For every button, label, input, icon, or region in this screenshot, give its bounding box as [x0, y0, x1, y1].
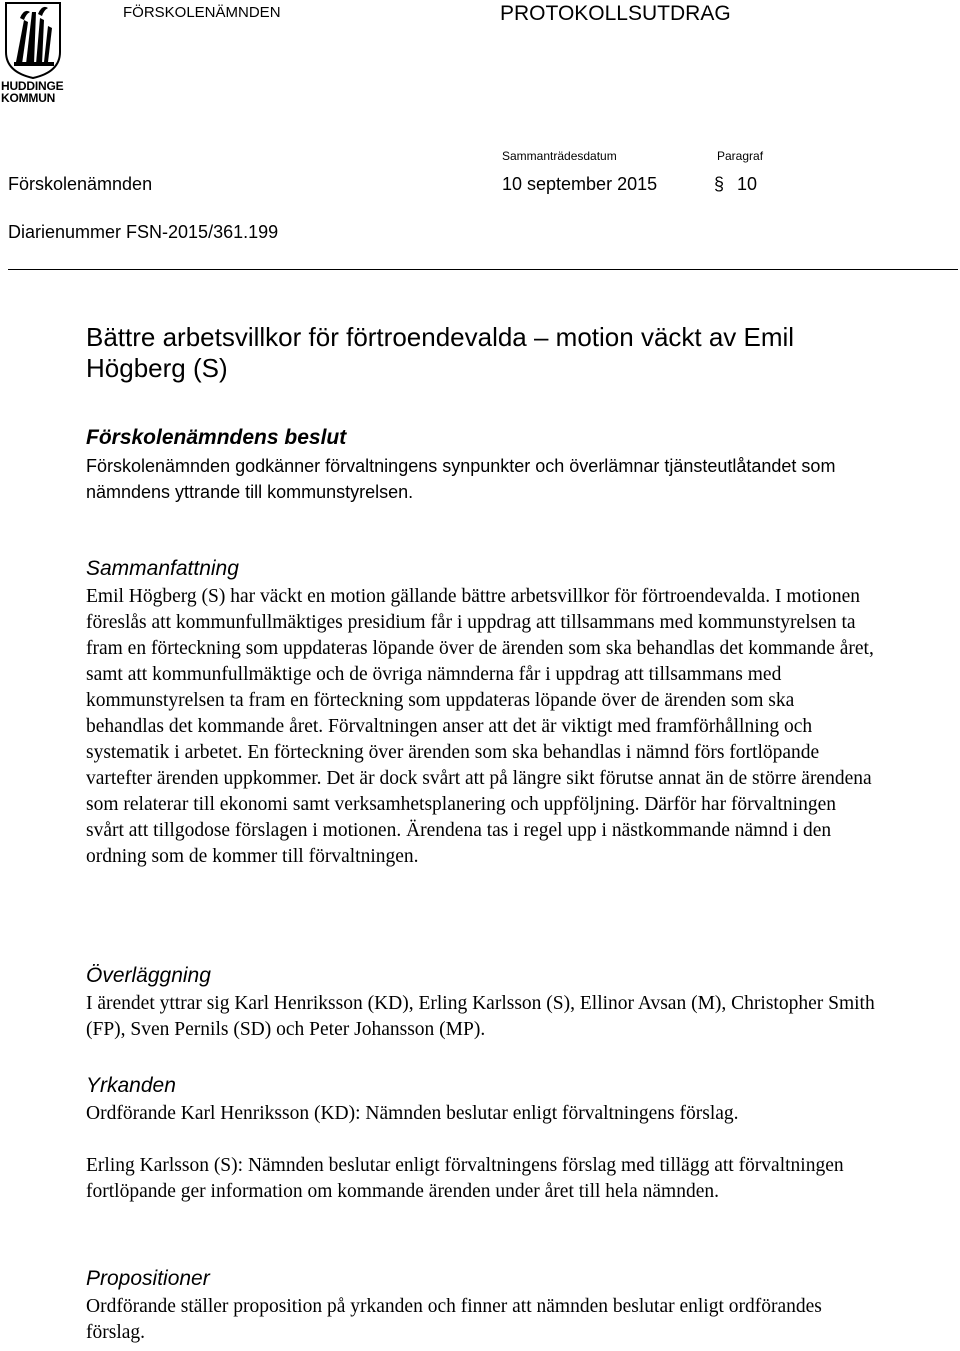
meeting-date: 10 september 2015 [502, 174, 658, 194]
paragraph-label: Paragraf [717, 149, 764, 163]
section-yrkanden [86, 1073, 876, 1205]
logo-text [1, 80, 63, 104]
section-overlaggning [86, 963, 876, 1043]
sammanfattning-heading: Sammanfattning [86, 557, 239, 580]
paragraph-value: 10 [737, 174, 758, 194]
sammanfattning-text: Emil Högberg (S) har väckt en motion gällande bättre arbetsvillkor för förtroendevalda. I motionen föreslås att kommunfullmäktiges presidium får i uppdrag att tillsammans med kommunstyrelsen ta fram en förteckning som uppdateras löpande över de ärenden som ska behandlas det kommande året, samt att kommunfullmäktige och de övriga nämnderna får i uppdrag att tillsammans med kommunstyrelsen ta fram en förteckning som uppdateras löpande över de ärenden som ska behandlas det kommande året. Förvaltningen anser att det är viktigt med framförhållning och systematik i arbetet. En förteckning över ärenden som ska behandlas i nämnd förs fortlöpande vartefter ärenden uppkommer. Det är dock svårt att på längre sikt förutse annat än de större ärendena som relaterar till ekonomi samt verksamhetsplanering och uppföljning. Därför har förvaltningen svårt att tillgodose förslagen i motionen. Ärendena tas i regel upp i nästkommande nämnd i den ordning som de kommer till förvaltningen. [86, 586, 874, 867]
yrkanden-text-1: Ordförande Karl Henriksson (KD): Nämnden beslutar enligt förvaltningens förslag. [86, 1103, 739, 1124]
header-organization: FÖRSKOLENÄMNDEN [123, 4, 281, 21]
beslut-text: Förskolenämnden godkänner förvaltningens synpunkter och överlämnar tjänsteutlåtandet som nämndens yttrande till kommunstyrelsen. [86, 456, 836, 502]
yrkanden-text-2: Erling Karlsson (S): Nämnden beslutar enligt förvaltningens förslag med tillägg att förvaltningen fortlöpande ger information om kommande ärenden under året till hela nämnden. [86, 1155, 844, 1202]
overlaggning-text: I ärendet yttrar sig Karl Henriksson (KD), Erling Karlsson (S), Ellinor Avsan (M), Christopher Smith (FP), Sven Pernils (SD) och Peter Johansson (MP). [86, 993, 875, 1040]
yrkanden-heading: Yrkanden [86, 1074, 176, 1097]
document-type: PROTOKOLLSUTDRAG [500, 2, 731, 25]
propositioner-text: Ordförande ställer proposition på yrkanden och finner att nämnden beslutar enligt ordförandes förslag. [86, 1296, 822, 1343]
diarienummer: Diarienummer FSN-2015/361.199 [8, 222, 279, 242]
document-title: Bättre arbetsvillkor för förtroendevalda – motion väckt av Emil Högberg (S) [86, 322, 795, 383]
coat-of-arms-icon [0, 0, 72, 80]
logo-text-line-1: HUDDINGE [1, 79, 64, 93]
section-beslut [86, 425, 876, 505]
date-label: Sammanträdesdatum [502, 149, 617, 163]
header-divider [8, 269, 958, 270]
beslut-heading: Förskolenämndens beslut [86, 426, 347, 449]
body-name: Förskolenämnden [8, 174, 153, 194]
logo-text-line-2: KOMMUN [1, 91, 56, 105]
overlaggning-heading: Överläggning [86, 964, 211, 987]
paragraph-symbol: § [714, 174, 725, 194]
propositioner-heading: Propositioner [86, 1267, 210, 1290]
section-propositioner [86, 1266, 876, 1346]
section-sammanfattning [86, 556, 876, 870]
paragraph-number [714, 174, 757, 195]
